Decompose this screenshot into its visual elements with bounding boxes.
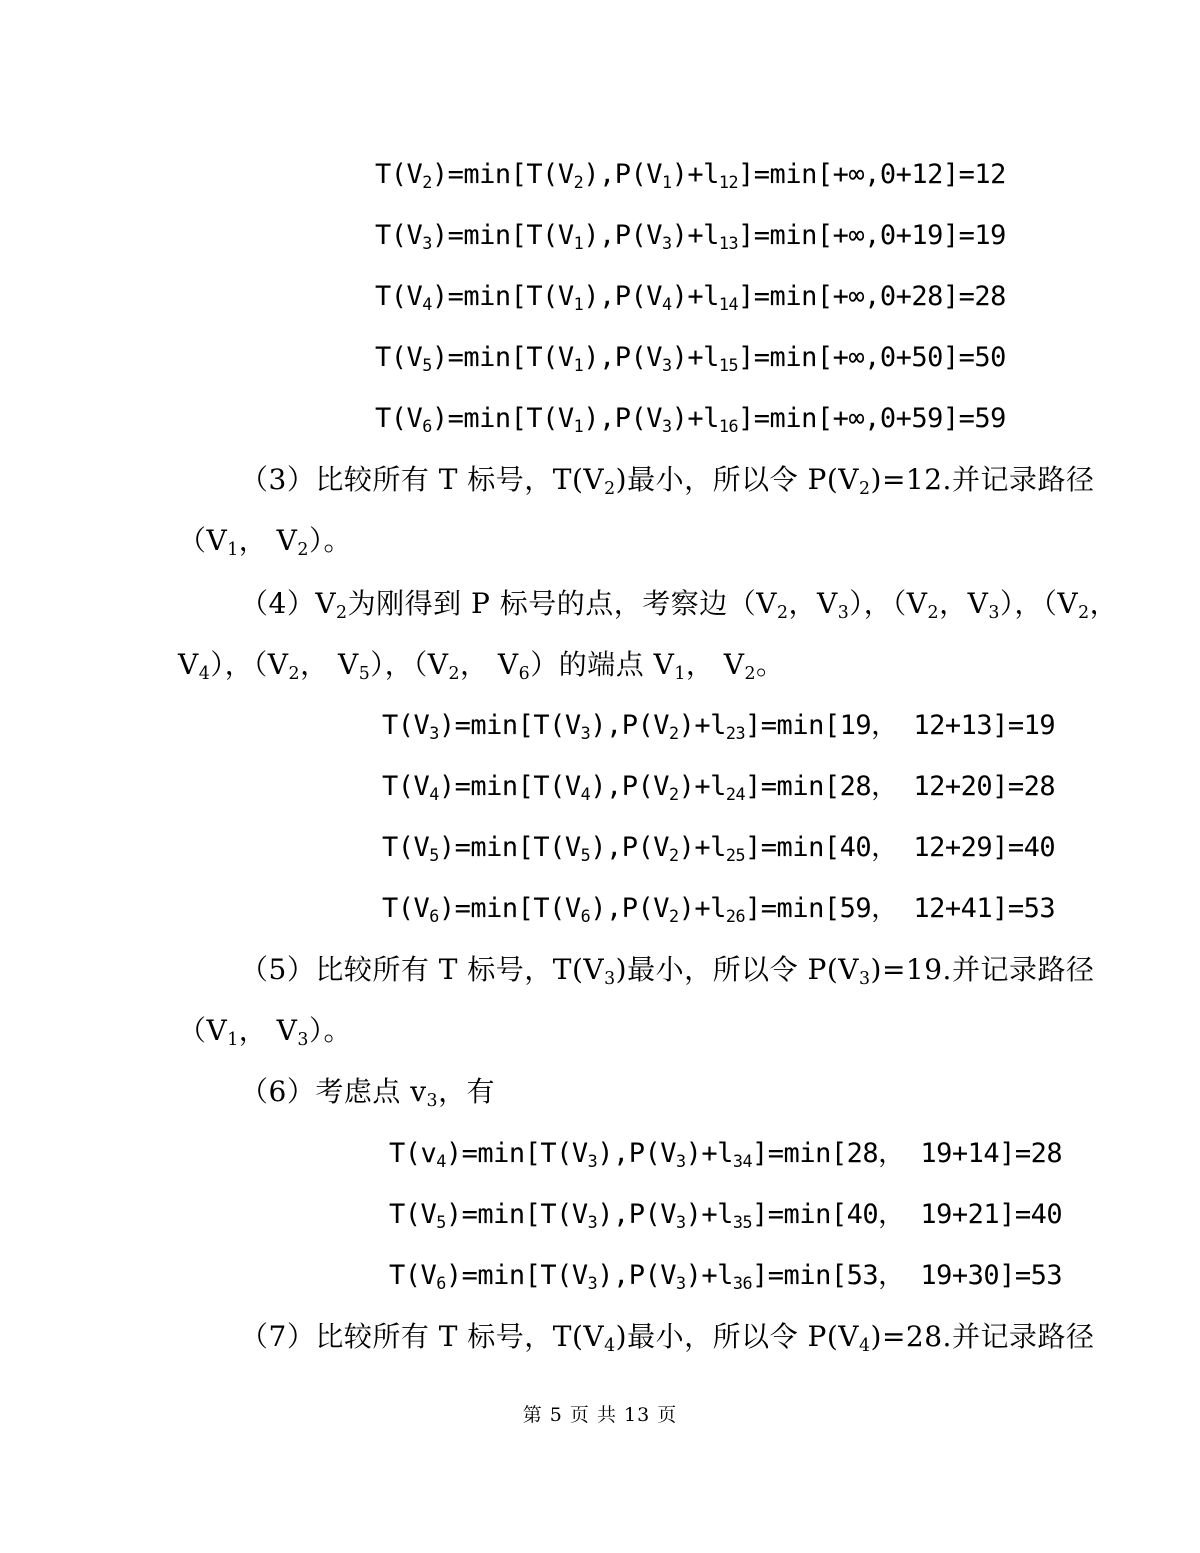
subscript: 2 (573, 172, 584, 193)
formula-text: T(V (382, 832, 430, 863)
subscript: 6 (518, 664, 531, 685)
formula-text: )=min[T(V (431, 159, 574, 190)
formula-line (375, 219, 1006, 253)
subscript: 2 (604, 479, 616, 500)
subscript: 3 (858, 969, 871, 990)
paragraph-4 (240, 587, 1119, 624)
subscript: 13 (718, 233, 739, 254)
paragraph-text: ，V (788, 587, 838, 620)
formula-text: ]=min[28， 19+14]=28 (752, 1138, 1063, 1169)
formula-text: ]=min[+∞,0+59]=59 (738, 403, 1006, 434)
paragraph-text: ， V (238, 1014, 298, 1047)
subscript: 23 (725, 723, 746, 744)
paragraph-5 (240, 953, 1095, 990)
paragraph-text: （5）比较所有 T 标号，T(V (240, 953, 605, 986)
subscript: 2 (1078, 603, 1090, 624)
formula-text: ),P(V (590, 893, 670, 924)
formula-text: ]=min[59， 12+41]=53 (745, 893, 1056, 924)
subscript: 4 (604, 1336, 616, 1357)
subscript: 3 (676, 1212, 686, 1233)
formula-text: )=min[T(V (431, 281, 574, 312)
subscript: 2 (669, 784, 679, 805)
formula-text: T(V (375, 159, 423, 190)
formula-text: T(V (389, 1260, 437, 1291)
subscript: 15 (718, 355, 739, 376)
subscript: 3 (662, 355, 672, 376)
formula-text: ),P(V (583, 281, 663, 312)
subscript: 3 (580, 723, 591, 744)
formula-text: ),P(V (590, 771, 670, 802)
subscript: 5 (580, 845, 591, 866)
subscript: 14 (718, 294, 739, 315)
formula-line (375, 402, 1006, 436)
subscript: 6 (429, 906, 439, 927)
subscript: 3 (662, 416, 672, 437)
paragraph-text: )最小，所以令 P(V (615, 953, 859, 986)
formula-line (389, 1198, 1062, 1232)
subscript: 2 (297, 540, 309, 561)
formula-text: )=min[T(V (431, 403, 574, 434)
formula-line (382, 770, 1055, 804)
formula-text: ),P(V (583, 220, 663, 251)
paragraph-text: （V (178, 524, 228, 557)
formula-text: ]=min[40， 12+29]=40 (745, 832, 1056, 863)
subscript: 3 (587, 1151, 598, 1172)
paragraph-7 (240, 1320, 1095, 1357)
formula-text: )+l (685, 1138, 733, 1169)
paragraph-text: ，V (939, 587, 989, 620)
subscript: 6 (422, 416, 432, 437)
subscript: 3 (587, 1273, 598, 1294)
paragraph-text: )=28.并记录路径 (870, 1320, 1095, 1353)
formula-text: T(V (375, 403, 423, 434)
subscript: 1 (662, 172, 672, 193)
formula-text: ]=min[+∞,0+19]=19 (738, 220, 1006, 251)
subscript: 3 (676, 1151, 686, 1172)
subscript: 36 (732, 1273, 753, 1294)
paragraph-text: )=19.并记录路径 (870, 953, 1095, 986)
subscript: 3 (422, 233, 432, 254)
paragraph-text: )最小，所以令 P(V (615, 1320, 859, 1353)
subscript: 2 (669, 723, 679, 744)
formula-text: T(V (375, 220, 423, 251)
subscript: 1 (573, 355, 584, 376)
subscript: 1 (227, 540, 239, 561)
formula-text: ]=min[+∞,0+28]=28 (738, 281, 1006, 312)
paragraph-text: 为刚得到 P 标号的点，考察边（V (347, 587, 777, 620)
paragraph-6 (240, 1075, 496, 1112)
subscript: 3 (426, 1091, 439, 1112)
formula-text: )=min[T(V (438, 710, 581, 741)
formula-line (382, 709, 1055, 743)
formula-line (389, 1137, 1062, 1171)
formula-text: ),P(V (583, 342, 663, 373)
paragraph-text: ）的端点 V (530, 648, 675, 681)
subscript: 2 (927, 603, 940, 624)
subscript: 5 (422, 355, 432, 376)
subscript: 3 (988, 603, 1000, 624)
paragraph-text: （6）考虑点 v (240, 1075, 427, 1108)
formula-text: T(V (382, 893, 430, 924)
paragraph-text: ），（V (370, 648, 449, 681)
formula-text: ]=min[19， 12+13]=19 (745, 710, 1056, 741)
subscript: 16 (718, 416, 739, 437)
paragraph-5-cont (178, 1014, 352, 1051)
formula-text: )=min[T(V (431, 220, 574, 251)
formula-text: ),P(V (583, 159, 663, 190)
paragraph-text: ）。 (308, 1014, 352, 1047)
subscript: 24 (725, 784, 746, 805)
formula-text: T(V (375, 281, 423, 312)
formula-text: )=min[T(V (438, 832, 581, 863)
paragraph-3-cont (178, 524, 352, 561)
formula-text: T(V (375, 342, 423, 373)
paragraph-text: ， (1089, 587, 1119, 620)
formula-text: )+l (678, 832, 726, 863)
subscript: 2 (669, 906, 679, 927)
formula-line (389, 1259, 1062, 1293)
subscript: 34 (732, 1151, 753, 1172)
paragraph-text: ， V (460, 648, 519, 681)
formula-text: )+l (671, 281, 719, 312)
formula-text: T(V (389, 1199, 437, 1230)
subscript: 2 (422, 172, 432, 193)
paragraph-text: )=12.并记录路径 (870, 463, 1095, 496)
subscript: 4 (580, 784, 591, 805)
formula-text: ),P(V (590, 710, 670, 741)
formula-line (375, 341, 1006, 375)
formula-text: )+l (678, 893, 726, 924)
subscript: 3 (429, 723, 439, 744)
formula-text: ),P(V (597, 1138, 677, 1169)
subscript: 4 (198, 664, 211, 685)
paragraph-text: （V (178, 1014, 228, 1047)
formula-text: ),P(V (597, 1260, 677, 1291)
subscript: 3 (604, 969, 616, 990)
subscript: 4 (422, 294, 432, 315)
subscript: 1 (674, 664, 686, 685)
formula-text: ]=min[40， 19+21]=40 (752, 1199, 1063, 1230)
subscript: 2 (776, 603, 789, 624)
paragraph-3 (240, 463, 1095, 500)
paragraph-text: ， V (300, 648, 359, 681)
paragraph-text: ， V (238, 524, 298, 557)
subscript: 5 (429, 845, 439, 866)
formula-text: )=min[T(V (438, 893, 581, 924)
subscript: 2 (744, 664, 757, 685)
subscript: 5 (358, 664, 371, 685)
subscript: 1 (573, 294, 584, 315)
subscript: 3 (837, 603, 850, 624)
subscript: 6 (580, 906, 591, 927)
formula-text: )+l (678, 710, 726, 741)
subscript: 2 (336, 603, 348, 624)
formula-text: T(V (382, 710, 430, 741)
formula-text: ),P(V (597, 1199, 677, 1230)
formula-text: )+l (671, 342, 719, 373)
subscript: 4 (429, 784, 439, 805)
subscript: 2 (448, 664, 461, 685)
paragraph-text: 。 (756, 648, 785, 681)
subscript: 2 (669, 845, 679, 866)
paragraph-4-cont (178, 648, 785, 685)
formula-text: ]=min[+∞,0+50]=50 (738, 342, 1006, 373)
paragraph-text: ），（V (849, 587, 928, 620)
formula-text: T(V (382, 771, 430, 802)
formula-text: ]=min[+∞,0+12]=12 (738, 159, 1006, 190)
subscript: 5 (436, 1212, 446, 1233)
formula-text: )+l (671, 159, 719, 190)
formula-line (375, 158, 1006, 192)
subscript: 1 (573, 233, 584, 254)
formula-text: )+l (685, 1260, 733, 1291)
formula-line (375, 280, 1006, 314)
subscript: 6 (436, 1273, 446, 1294)
paragraph-text: （7）比较所有 T 标号，T(V (240, 1320, 605, 1353)
formula-text: )=min[T(V (445, 1199, 588, 1230)
subscript: 1 (573, 416, 584, 437)
subscript: 4 (858, 1336, 871, 1357)
formula-text: )+l (685, 1199, 733, 1230)
subscript: 3 (587, 1212, 598, 1233)
subscript: 25 (725, 845, 746, 866)
paragraph-text: )最小，所以令 P(V (615, 463, 859, 496)
formula-text: )+l (671, 220, 719, 251)
formula-text: ]=min[28， 12+20]=28 (745, 771, 1056, 802)
subscript: 2 (288, 664, 301, 685)
paragraph-text: （4）V (240, 587, 337, 620)
subscript: 4 (436, 1151, 446, 1172)
formula-text: )=min[T(V (445, 1138, 588, 1169)
subscript: 26 (725, 906, 746, 927)
paragraph-text: ），（V (210, 648, 289, 681)
subscript: 3 (676, 1273, 686, 1294)
paragraph-text: （3）比较所有 T 标号，T(V (240, 463, 605, 496)
formula-text: )=min[T(V (445, 1260, 588, 1291)
paragraph-text: ）。 (308, 524, 352, 557)
subscript: 2 (858, 479, 871, 500)
formula-line (382, 831, 1055, 865)
subscript: 12 (718, 172, 739, 193)
formula-line (382, 892, 1055, 926)
subscript: 35 (732, 1212, 753, 1233)
formula-text: ),P(V (583, 403, 663, 434)
paragraph-text: ，有 (438, 1075, 496, 1108)
paragraph-text: ， V (685, 648, 745, 681)
formula-text: T(v (389, 1138, 437, 1169)
page-footer: 第 5 页 共 13 页 (522, 1404, 678, 1426)
formula-text: )+l (671, 403, 719, 434)
formula-text: )=min[T(V (431, 342, 574, 373)
formula-text: ]=min[53， 19+30]=53 (752, 1260, 1063, 1291)
subscript: 3 (297, 1030, 309, 1051)
paragraph-text: V (178, 648, 199, 681)
subscript: 3 (662, 233, 672, 254)
formula-text: ),P(V (590, 832, 670, 863)
paragraph-text: ），（V (999, 587, 1079, 620)
subscript: 4 (662, 294, 672, 315)
formula-text: )+l (678, 771, 726, 802)
subscript: 1 (227, 1030, 239, 1051)
formula-text: )=min[T(V (438, 771, 581, 802)
